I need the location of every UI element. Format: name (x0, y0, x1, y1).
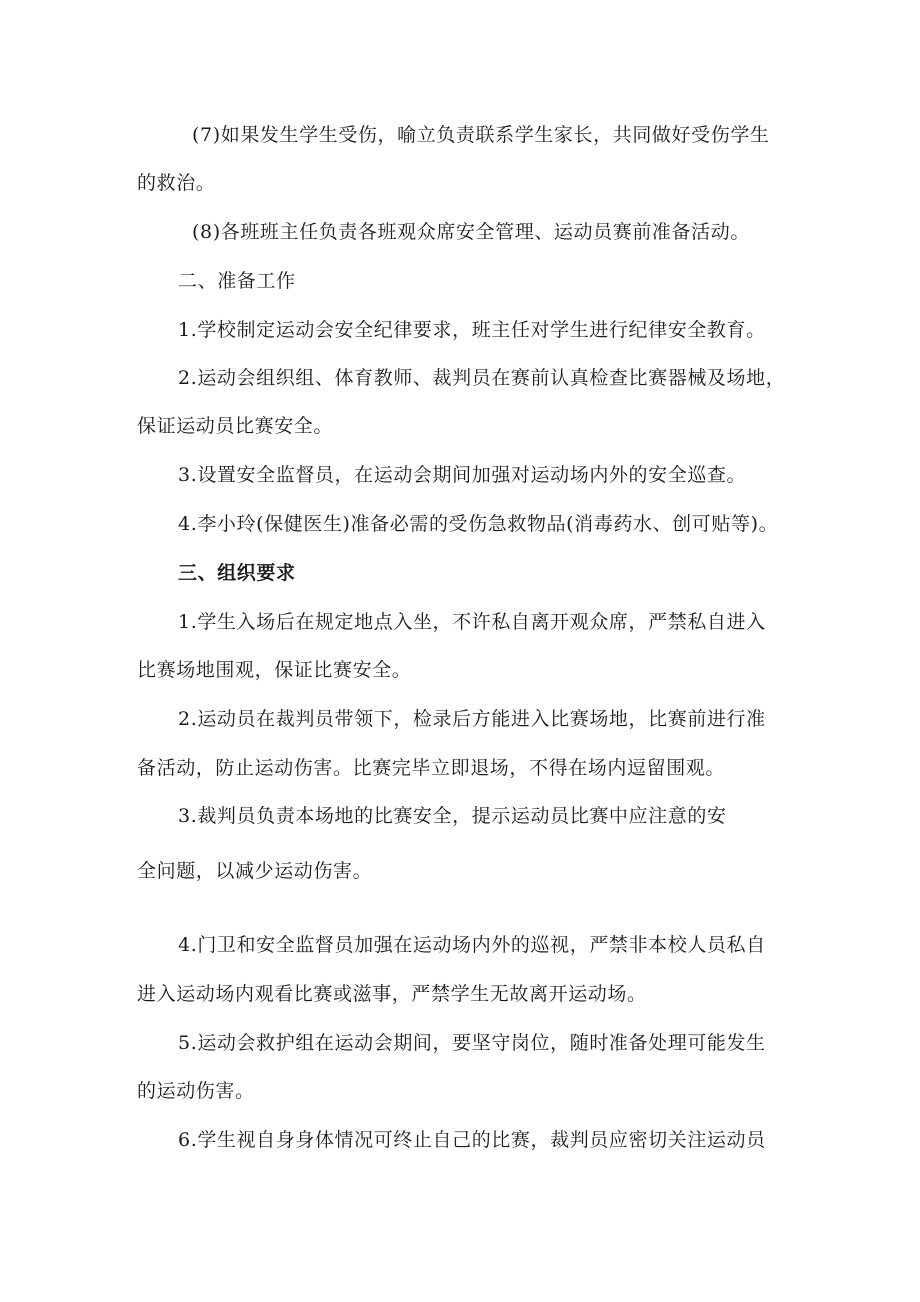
paragraph-line: 5.运动会救护组在运动会期间，要坚守岗位，随时准备处理可能发生 (178, 1032, 766, 1054)
paragraph-line: 进入运动场内观看比赛或滋事，严禁学生无故离开运动场。 (137, 983, 647, 1005)
paragraph-line: 4.李小玲(保健医生)准备必需的受伤急救物品(消毒药水、创可贴等)。 (178, 513, 779, 535)
paragraph-line: 备活动，防止运动伤害。比赛完毕立即退场，不得在场内逗留围观。 (137, 757, 726, 779)
paragraph-line: 比赛场地围观，保证比赛安全。 (137, 659, 412, 681)
paragraph-line: 4.门卫和安全监督员加强在运动场内外的巡视，严禁非本校人员私自 (178, 934, 766, 956)
paragraph-line: 2.运动会组织组、体育教师、裁判员在赛前认真检查比赛器械及场地， (178, 367, 786, 389)
paragraph-line: 保证运动员比赛安全。 (137, 415, 334, 437)
paragraph-line: (7)如果发生学生受伤，喻立负责联系学生家长，共同做好受伤学生 (192, 124, 770, 146)
paragraph-line: 2.运动员在裁判员带领下，检录后方能进入比赛场地，比赛前进行准 (178, 708, 766, 730)
section-heading: 三、组织要求 (178, 562, 296, 584)
paragraph-line: 的运动伤害。 (137, 1080, 255, 1102)
paragraph-line: (8)各班班主任负责各班观众席安全管理、运动员赛前准备活动。 (192, 221, 750, 243)
paragraph-line: 6.学生视自身身体情况可终止自己的比赛，裁判员应密切关注运动员 (178, 1129, 766, 1151)
paragraph-line: 3.设置安全监督员，在运动会期间加强对运动场内外的安全巡查。 (178, 464, 747, 486)
paragraph-line: 1.学生入场后在规定地点入坐，不许私自离开观众席，严禁私自进入 (178, 611, 766, 633)
paragraph-line: 全问题，以减少运动伤害。 (137, 860, 373, 882)
paragraph-line: 1.学校制定运动会安全纪律要求，班主任对学生进行纪律安全教育。 (178, 319, 766, 341)
section-heading: 二、准备工作 (178, 270, 296, 292)
paragraph-line: 的救治。 (137, 172, 216, 194)
paragraph-line: 3.裁判员负责本场地的比赛安全，提示运动员比赛中应注意的安 (178, 805, 727, 827)
